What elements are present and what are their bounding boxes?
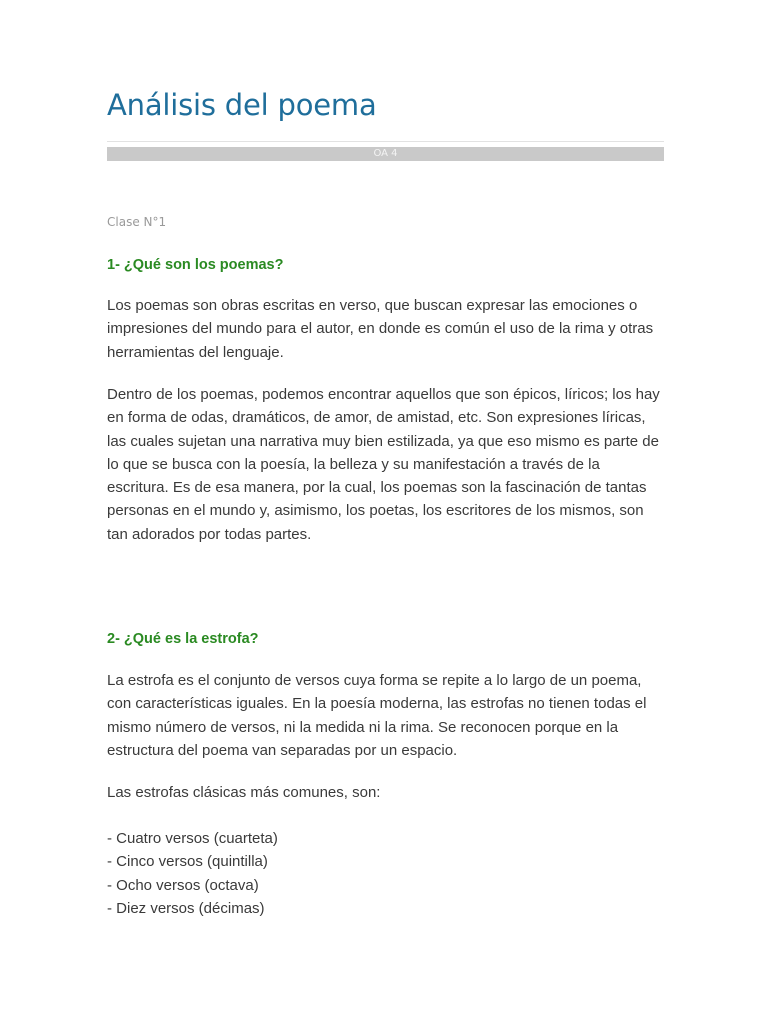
stanza-list — [107, 827, 278, 920]
section-heading-stanza: 2- ¿Qué es la estrofa? — [107, 631, 259, 647]
paragraph-stanza-intro: Las estrofas clásicas más comunes, son: — [107, 784, 381, 801]
document-title: Análisis del poema — [107, 88, 377, 122]
title-divider — [107, 141, 664, 142]
list-item: - Cuatro versos (cuarteta) — [107, 830, 278, 847]
paragraph-stanza-definition: La estrofa es el conjunto de versos cuya forma se repite a lo largo de un poema, con características iguales. En la poesía moderna, las estrofas no tienen todas el mismo número de versos, ni la medida ni la rima. Se reconocen porque en la estructura del poema van separadas por un espacio. — [107, 672, 647, 759]
objective-banner: OA 4 — [107, 147, 664, 161]
list-item: - Cinco versos (quintilla) — [107, 853, 268, 871]
list-item: - Diez versos (décimas) — [107, 899, 265, 917]
paragraph-poems-definition: Los poemas son obras escritas en verso, que buscan expresar las emociones o impresiones del mundo para el autor, en donde es común el uso de la rima y otras herramientas del lenguaje. — [107, 297, 654, 361]
section-heading-poems: 1- ¿Qué son los poemas? — [107, 257, 284, 273]
class-label: Clase N°1 — [107, 215, 167, 229]
list-item: - Ocho versos (octava) — [107, 876, 259, 894]
paragraph-poems-types: Dentro de los poemas, podemos encontrar aquellos que son épicos, líricos; los hay en forma de odas, dramáticos, de amor, de amistad, etc. Son expresiones líricas, las cuales sujetan una narrativa muy bien estilizada, ya que eso mismo es parte de lo que se busca con la poesía, la belleza y su manifestación a través de la escritura. Es de esa manera, por la cual, los poemas son la fascinación de tantas personas en el mundo y, asimismo, los poetas, los escritores de los mismos, son tan adorados por todas partes. — [107, 386, 660, 543]
